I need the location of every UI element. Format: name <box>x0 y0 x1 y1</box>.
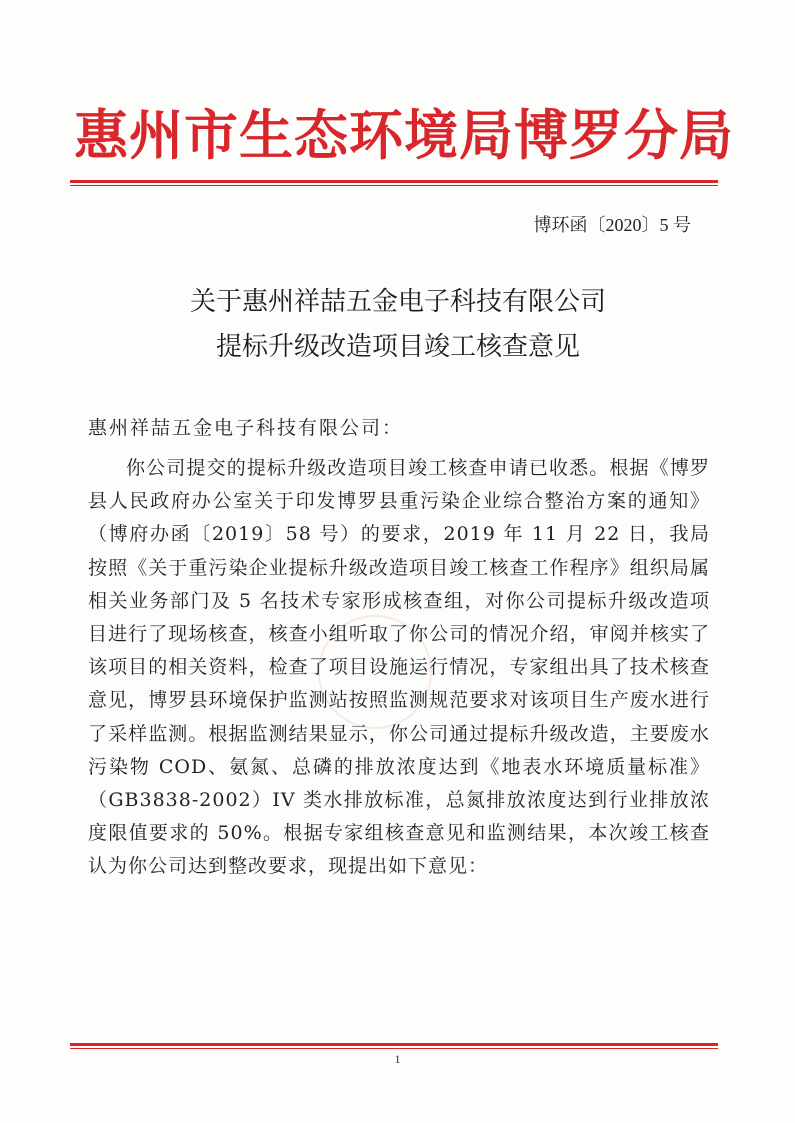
footer-rule-thick <box>70 1043 718 1046</box>
page-number: 1 <box>394 1052 401 1066</box>
letterhead-title: 惠州市生态环境局博罗分局 <box>74 103 734 167</box>
document-title-line1: 关于惠州祥喆五金电子科技有限公司 <box>189 287 606 317</box>
letterhead-rule-thick <box>70 180 718 183</box>
footer-rule-thin <box>70 1048 718 1049</box>
body-paragraph: 你公司提交的提标升级改造项目竣工核查申请已收悉。根据《博罗县人民政府办公室关于印发博罗县重污染企业综合整治方案的通知》（博府办函〔2019〕58 号）的要求，2019 年 11 月 22 日，我局按照《关于重污染企业提标升级改造项目竣工核查工作程序》组织局属相关业务部门及 5 名技术专家形成核查组，对你公司提标升级改造项目进行了现场核查，核查小组听取了你公司的情况介绍，审阅并核实了该项目的相关资料，检查了项目设施运行情况，专家组出具了技术核查意见，博罗县环境保护监测站按照监测规范要求对该项目生产废水进行了采样监测。根据监测结果显示，你公司通过提标升级改造，主要废水污染物 COD、氨氮、总磷的排放浓度达到《地表水环境质量标准》（GB3838-2002）IV 类水排放标准，总氮排放浓度达到行业排放浓度限值要求的 50%。根据专家组核查意见和监测结果，本次竣工核查认为你公司达到整改要求，现提出如下意见： <box>88 457 710 878</box>
salutation: 惠州祥喆五金电子科技有限公司： <box>88 417 404 439</box>
letterhead-rule-thin <box>70 185 718 186</box>
document-number: 博环函〔2020〕5 号 <box>533 215 691 235</box>
document-title-line2: 提标升级改造项目竣工核查意见 <box>215 332 580 362</box>
